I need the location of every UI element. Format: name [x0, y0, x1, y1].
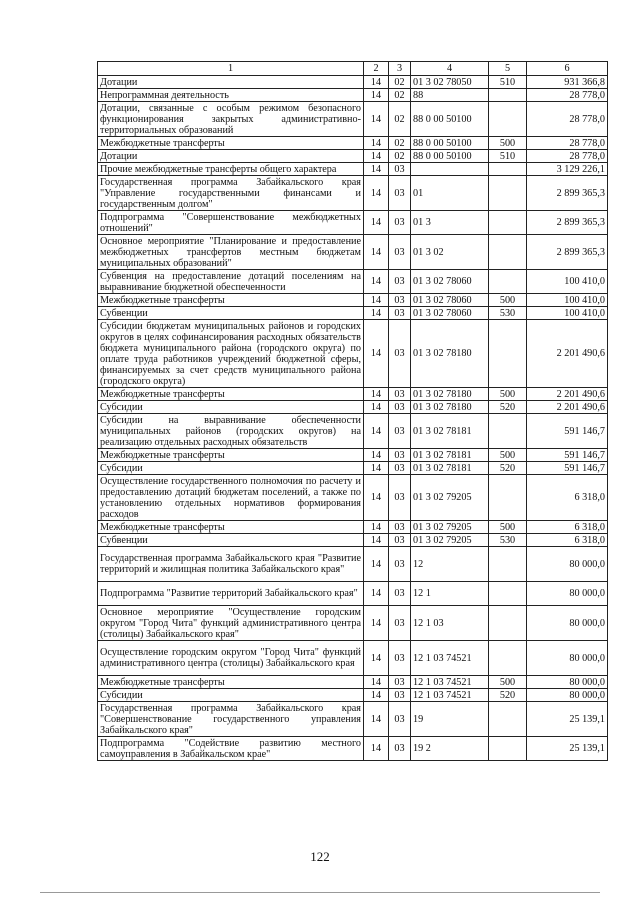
row-section-code: 03	[389, 176, 411, 211]
row-ministry-code: 14	[364, 582, 389, 606]
row-expense-type-code	[489, 211, 527, 235]
row-name: Субсидии	[98, 462, 364, 475]
column-header: 5	[489, 62, 527, 76]
row-section-code: 03	[389, 163, 411, 176]
row-target-article-code: 01 3 02 79205	[411, 475, 489, 521]
row-ministry-code: 14	[364, 449, 389, 462]
row-amount: 6 318,0	[527, 521, 608, 534]
row-section-code: 03	[389, 606, 411, 641]
row-amount: 2 201 490,6	[527, 388, 608, 401]
row-section-code: 03	[389, 462, 411, 475]
row-section-code: 03	[389, 388, 411, 401]
row-name: Дотации	[98, 76, 364, 89]
row-name: Межбюджетные трансферты	[98, 294, 364, 307]
row-ministry-code: 14	[364, 606, 389, 641]
table-row	[98, 211, 608, 235]
table-row	[98, 307, 608, 320]
row-target-article-code: 01 3 02 78180	[411, 388, 489, 401]
row-name: Межбюджетные трансферты	[98, 449, 364, 462]
row-ministry-code: 14	[364, 176, 389, 211]
row-amount: 2 899 365,3	[527, 235, 608, 270]
row-target-article-code: 12 1 03 74521	[411, 676, 489, 689]
row-expense-type-code: 500	[489, 388, 527, 401]
row-amount: 80 000,0	[527, 676, 608, 689]
row-name: Государственная программа Забайкальского края "Развитие территорий и жилищная политика Забайкальского края"	[98, 547, 364, 582]
row-name: Дотации	[98, 150, 364, 163]
row-amount: 931 366,8	[527, 76, 608, 89]
row-name: Субвенция на предоставление дотаций поселениям на выравнивание бюджетной обеспеченности	[98, 270, 364, 294]
table-row	[98, 294, 608, 307]
row-amount: 80 000,0	[527, 606, 608, 641]
row-target-article-code: 01 3 02 78060	[411, 294, 489, 307]
table-row	[98, 76, 608, 89]
table-row	[98, 689, 608, 702]
row-ministry-code: 14	[364, 702, 389, 737]
row-ministry-code: 14	[364, 737, 389, 761]
row-name: Основное мероприятие "Осуществление городским округом "Город Чита" функций административного центра (столицы) Забайкальского края"	[98, 606, 364, 641]
row-target-article-code: 01 3 02	[411, 235, 489, 270]
row-ministry-code: 14	[364, 102, 389, 137]
row-target-article-code: 01 3 02 79205	[411, 534, 489, 547]
row-ministry-code: 14	[364, 401, 389, 414]
row-section-code: 03	[389, 676, 411, 689]
row-target-article-code: 88	[411, 89, 489, 102]
row-amount: 28 778,0	[527, 89, 608, 102]
row-section-code: 03	[389, 534, 411, 547]
row-name: Основное мероприятие "Планирование и предоставление межбюджетных трансфертов местным бюджетам муниципальных образований"	[98, 235, 364, 270]
row-expense-type-code: 500	[489, 294, 527, 307]
row-name: Государственная программа Забайкальского края "Совершенствование государственного управления Забайкальского края"	[98, 702, 364, 737]
row-amount: 591 146,7	[527, 462, 608, 475]
row-expense-type-code	[489, 547, 527, 582]
row-expense-type-code	[489, 270, 527, 294]
row-target-article-code: 12 1 03	[411, 606, 489, 641]
row-section-code: 03	[389, 475, 411, 521]
table-row	[98, 676, 608, 689]
row-ministry-code: 14	[364, 676, 389, 689]
row-expense-type-code: 500	[489, 449, 527, 462]
column-header: 2	[364, 62, 389, 76]
row-target-article-code: 01 3 02 78180	[411, 401, 489, 414]
row-name: Подпрограмма "Развитие территорий Забайкальского края"	[98, 582, 364, 606]
row-amount: 6 318,0	[527, 534, 608, 547]
table-row	[98, 270, 608, 294]
row-section-code: 03	[389, 211, 411, 235]
table-row	[98, 137, 608, 150]
row-name: Субвенции	[98, 534, 364, 547]
row-amount: 591 146,7	[527, 449, 608, 462]
table-row	[98, 475, 608, 521]
table-header-row	[98, 62, 608, 76]
row-amount: 2 899 365,3	[527, 211, 608, 235]
table-row	[98, 521, 608, 534]
row-expense-type-code	[489, 582, 527, 606]
row-name: Межбюджетные трансферты	[98, 137, 364, 150]
row-expense-type-code	[489, 89, 527, 102]
row-ministry-code: 14	[364, 547, 389, 582]
table-row	[98, 641, 608, 676]
row-name: Субсидии	[98, 689, 364, 702]
row-section-code: 03	[389, 320, 411, 388]
row-target-article-code: 01	[411, 176, 489, 211]
row-name: Межбюджетные трансферты	[98, 388, 364, 401]
table-row	[98, 414, 608, 449]
row-target-article-code: 01 3 02 78181	[411, 414, 489, 449]
table-row	[98, 89, 608, 102]
table-row	[98, 582, 608, 606]
row-amount: 80 000,0	[527, 582, 608, 606]
row-ministry-code: 14	[364, 235, 389, 270]
row-ministry-code: 14	[364, 76, 389, 89]
table-row	[98, 102, 608, 137]
row-amount: 80 000,0	[527, 689, 608, 702]
row-amount: 2 201 490,6	[527, 401, 608, 414]
budget-table	[97, 61, 608, 761]
row-amount: 100 410,0	[527, 270, 608, 294]
row-name: Субсидии на выравнивание обеспеченности муниципальных районов (городских округов) на реализацию отдельных расходных обязательств	[98, 414, 364, 449]
row-expense-type-code	[489, 235, 527, 270]
row-ministry-code: 14	[364, 163, 389, 176]
row-amount: 6 318,0	[527, 475, 608, 521]
row-name: Прочие межбюджетные трансферты общего характера	[98, 163, 364, 176]
row-section-code: 03	[389, 521, 411, 534]
row-expense-type-code	[489, 102, 527, 137]
row-target-article-code: 12 1 03 74521	[411, 689, 489, 702]
row-amount: 591 146,7	[527, 414, 608, 449]
row-ministry-code: 14	[364, 641, 389, 676]
row-name: Непрограммная деятельность	[98, 89, 364, 102]
row-section-code: 03	[389, 449, 411, 462]
row-target-article-code: 01 3 02 78180	[411, 320, 489, 388]
row-ministry-code: 14	[364, 137, 389, 150]
row-section-code: 03	[389, 401, 411, 414]
table-row	[98, 737, 608, 761]
row-section-code: 03	[389, 414, 411, 449]
row-section-code: 03	[389, 235, 411, 270]
table-row	[98, 449, 608, 462]
row-name: Подпрограмма "Содействие развитию местного самоуправления в Забайкальском крае"	[98, 737, 364, 761]
row-section-code: 03	[389, 547, 411, 582]
row-target-article-code: 19	[411, 702, 489, 737]
row-target-article-code: 88 0 00 50100	[411, 102, 489, 137]
row-amount: 28 778,0	[527, 102, 608, 137]
row-ministry-code: 14	[364, 270, 389, 294]
row-section-code: 03	[389, 294, 411, 307]
row-expense-type-code	[489, 641, 527, 676]
row-target-article-code: 01 3 02 78181	[411, 449, 489, 462]
row-name: Субсидии бюджетам муниципальных районов и городских округов в целях софинансирования расходных обязательств бюджета муниципального района (городского округа) по оплате труда работников учреждений бюджетной сферы, финансируемых за счет средств муниципального района (городского округа)	[98, 320, 364, 388]
row-ministry-code: 14	[364, 414, 389, 449]
row-section-code: 02	[389, 150, 411, 163]
table-row	[98, 235, 608, 270]
page-number: 122	[310, 849, 330, 864]
row-name: Межбюджетные трансферты	[98, 676, 364, 689]
row-name: Осуществление городским округом "Город Чита" функций административного центра (столицы) Забайкальского края	[98, 641, 364, 676]
row-name: Дотации, связанные с особым режимом безопасного функционирования закрытых административно-территориальных образований	[98, 102, 364, 137]
row-section-code: 02	[389, 76, 411, 89]
row-ministry-code: 14	[364, 89, 389, 102]
row-target-article-code: 19 2	[411, 737, 489, 761]
row-ministry-code: 14	[364, 307, 389, 320]
row-expense-type-code	[489, 176, 527, 211]
row-target-article-code: 12 1	[411, 582, 489, 606]
row-section-code: 03	[389, 737, 411, 761]
row-section-code: 03	[389, 689, 411, 702]
row-name: Субвенции	[98, 307, 364, 320]
row-expense-type-code	[489, 163, 527, 176]
row-target-article-code: 12 1 03 74521	[411, 641, 489, 676]
row-amount: 2 899 365,3	[527, 176, 608, 211]
row-amount: 28 778,0	[527, 137, 608, 150]
table-row	[98, 401, 608, 414]
table-row	[98, 320, 608, 388]
row-target-article-code: 88 0 00 50100	[411, 150, 489, 163]
table-row	[98, 462, 608, 475]
row-section-code: 03	[389, 270, 411, 294]
row-expense-type-code: 520	[489, 689, 527, 702]
table-row	[98, 702, 608, 737]
row-ministry-code: 14	[364, 294, 389, 307]
row-target-article-code: 01 3 02 78181	[411, 462, 489, 475]
row-name: Государственная программа Забайкальского края "Управление государственными финансами и государственным долгом"	[98, 176, 364, 211]
row-expense-type-code: 500	[489, 676, 527, 689]
table-row	[98, 163, 608, 176]
row-target-article-code	[411, 163, 489, 176]
row-section-code: 03	[389, 307, 411, 320]
row-ministry-code: 14	[364, 534, 389, 547]
row-expense-type-code	[489, 320, 527, 388]
table-row	[98, 547, 608, 582]
row-expense-type-code: 510	[489, 150, 527, 163]
row-expense-type-code: 500	[489, 521, 527, 534]
table-row	[98, 176, 608, 211]
row-target-article-code: 12	[411, 547, 489, 582]
table-row	[98, 150, 608, 163]
row-ministry-code: 14	[364, 388, 389, 401]
row-expense-type-code: 530	[489, 307, 527, 320]
column-header: 4	[411, 62, 489, 76]
table-body	[98, 76, 608, 761]
row-section-code: 03	[389, 702, 411, 737]
row-ministry-code: 14	[364, 521, 389, 534]
row-amount: 2 201 490,6	[527, 320, 608, 388]
row-expense-type-code: 520	[489, 401, 527, 414]
row-name: Межбюджетные трансферты	[98, 521, 364, 534]
row-section-code: 02	[389, 137, 411, 150]
row-ministry-code: 14	[364, 475, 389, 521]
column-header: 3	[389, 62, 411, 76]
row-expense-type-code	[489, 414, 527, 449]
row-amount: 80 000,0	[527, 547, 608, 582]
row-target-article-code: 01 3 02 79205	[411, 521, 489, 534]
row-target-article-code: 01 3 02 78050	[411, 76, 489, 89]
row-amount: 25 139,1	[527, 737, 608, 761]
row-expense-type-code	[489, 702, 527, 737]
row-ministry-code: 14	[364, 689, 389, 702]
row-ministry-code: 14	[364, 150, 389, 163]
page-bottom-rule	[40, 892, 600, 893]
row-section-code: 02	[389, 89, 411, 102]
table-row	[98, 388, 608, 401]
row-amount: 3 129 226,1	[527, 163, 608, 176]
row-section-code: 02	[389, 102, 411, 137]
row-name: Подпрограмма "Совершенствование межбюджетных отношений"	[98, 211, 364, 235]
row-amount: 100 410,0	[527, 294, 608, 307]
row-expense-type-code: 530	[489, 534, 527, 547]
row-amount: 100 410,0	[527, 307, 608, 320]
row-ministry-code: 14	[364, 320, 389, 388]
row-expense-type-code: 500	[489, 137, 527, 150]
row-name: Осуществление государственного полномочия по расчету и предоставлению дотаций бюджетам поселений, а также по установлению отдельных нормативов формирования расходов	[98, 475, 364, 521]
column-header: 6	[527, 62, 608, 76]
column-header: 1	[98, 62, 364, 76]
row-amount: 25 139,1	[527, 702, 608, 737]
row-expense-type-code: 520	[489, 462, 527, 475]
row-amount: 80 000,0	[527, 641, 608, 676]
row-expense-type-code	[489, 606, 527, 641]
row-section-code: 03	[389, 641, 411, 676]
row-section-code: 03	[389, 582, 411, 606]
row-expense-type-code	[489, 475, 527, 521]
row-amount: 28 778,0	[527, 150, 608, 163]
row-target-article-code: 01 3	[411, 211, 489, 235]
row-expense-type-code: 510	[489, 76, 527, 89]
row-ministry-code: 14	[364, 211, 389, 235]
table-row	[98, 534, 608, 547]
row-ministry-code: 14	[364, 462, 389, 475]
row-target-article-code: 01 3 02 78060	[411, 270, 489, 294]
table-row	[98, 606, 608, 641]
row-target-article-code: 88 0 00 50100	[411, 137, 489, 150]
row-target-article-code: 01 3 02 78060	[411, 307, 489, 320]
row-expense-type-code	[489, 737, 527, 761]
row-name: Субсидии	[98, 401, 364, 414]
